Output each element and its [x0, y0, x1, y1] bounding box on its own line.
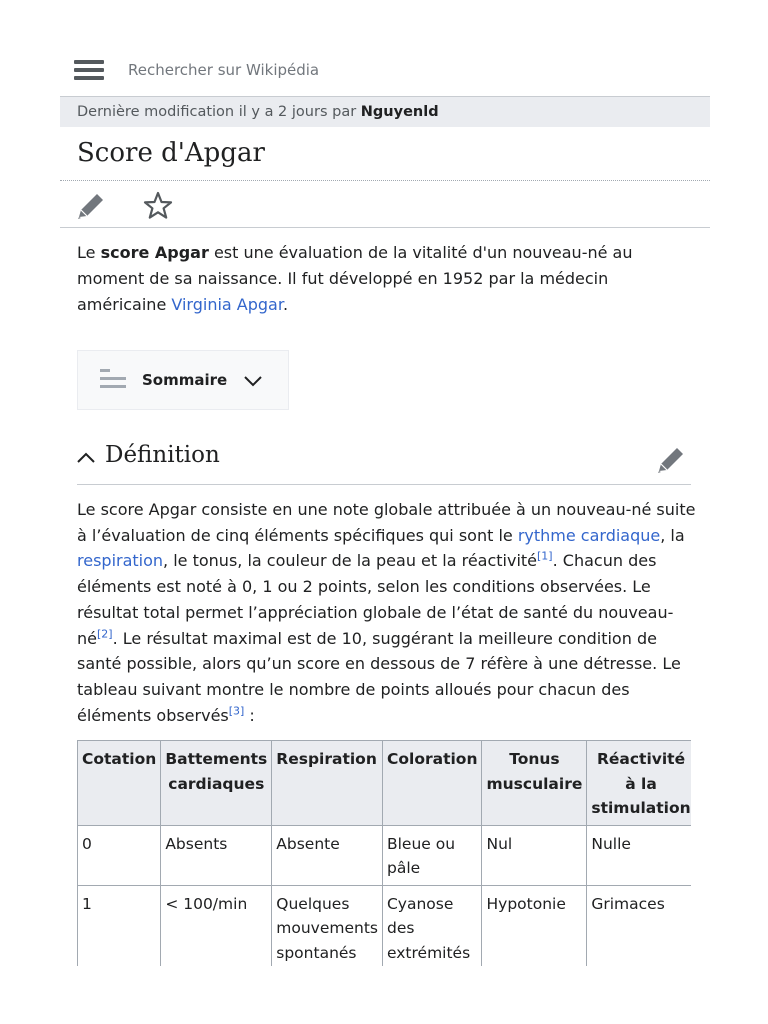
intro-paragraph: Le score Apgar est une évaluation de la vitalité d'un nouveau-né au moment de sa naissance. Il fut développé en 1952 par la médecin américaine Virginia Apgar.: [77, 243, 633, 314]
table-cell: Nulle: [587, 825, 691, 885]
header-bar: [60, 55, 710, 95]
edit-pencil-icon[interactable]: [75, 190, 107, 222]
definition-paragraph: Le score Apgar consiste en une note globale attribuée à un nouveau-né suite à l’évaluation de cinq éléments spécifiques qui sont le rythme cardiaque, la respiration, le tonus, la couleur de la peau et la réactivité[1]. Chacun des éléments est noté à 0, 1 ou 2 points, selon les conditions observées. Le résultat total permet l’appréciation globale de l’état de santé du nouveau-né[2]. Le résultat maximal est de 10, suggérant la meilleure condition de santé possible, alors qu’un score en dessous de 7 réfère à une détresse. Le tableau suivant montre le nombre de points alloués pour chacun des éléments observés[3] :: [77, 500, 696, 725]
chevron-up-icon: [77, 452, 95, 463]
table-header-cell: Tonus musculaire: [482, 741, 587, 826]
page-actions-bar: [60, 182, 710, 228]
table-cell: Absente: [272, 825, 383, 885]
search-input[interactable]: [128, 61, 528, 79]
table-cell: 0: [78, 825, 161, 885]
link-respiration[interactable]: respiration: [77, 551, 164, 571]
table-cell: Absents: [161, 825, 272, 885]
table-header-cell: Réactivité à la stimulation: [587, 741, 691, 826]
table-cell: 1: [78, 885, 161, 966]
table-cell: Cyanose des extrémités: [382, 885, 482, 966]
table-header-cell: Coloration: [382, 741, 482, 826]
table-cell: Bleue ou pâle: [382, 825, 482, 885]
link-virginia-apgar[interactable]: Virginia Apgar: [171, 295, 283, 314]
table-cell: Grimaces: [587, 885, 691, 966]
reference-2[interactable]: [2]: [96, 627, 113, 641]
toc-toggle[interactable]: [77, 350, 289, 410]
toc-list-icon: [100, 369, 126, 391]
title-divider: [60, 180, 710, 181]
reference-1[interactable]: [1]: [537, 550, 553, 564]
section-edit-pencil-icon[interactable]: [655, 444, 687, 476]
toc-label: Sommaire: [142, 371, 228, 389]
section-title: Définition: [105, 442, 220, 468]
table-cell: < 100/min: [161, 885, 272, 966]
table-row: [78, 885, 692, 966]
section-heading-definition[interactable]: [77, 440, 691, 485]
table-row: [78, 825, 692, 885]
table-header-cell: Battements cardiaques: [161, 741, 272, 826]
table-cell: Quelques mouvements spontanés: [272, 885, 383, 966]
table-header-cell: Cotation: [78, 741, 161, 826]
apgar-table: [77, 740, 691, 966]
table-header-row: [78, 741, 692, 826]
apgar-table-scroll[interactable]: [77, 740, 691, 966]
watch-star-icon[interactable]: [142, 190, 174, 222]
link-rythme-cardiaque[interactable]: rythme cardiaque: [517, 525, 661, 545]
reference-3[interactable]: [3]: [228, 704, 245, 718]
table-header-cell: Respiration: [272, 741, 383, 826]
last-modified-text: Dernière modification il y a 2 jours par: [77, 104, 361, 120]
hamburger-menu-icon[interactable]: [74, 60, 104, 84]
page-title: Score d'Apgar: [77, 138, 265, 168]
last-modified-bar[interactable]: [60, 96, 710, 127]
table-cell: Nul: [482, 825, 587, 885]
intro-bold-term: score Apgar: [100, 243, 209, 262]
table-cell: Hypotonie: [482, 885, 587, 966]
chevron-down-icon: [244, 376, 262, 387]
last-modified-user[interactable]: Nguyenld: [360, 104, 439, 120]
